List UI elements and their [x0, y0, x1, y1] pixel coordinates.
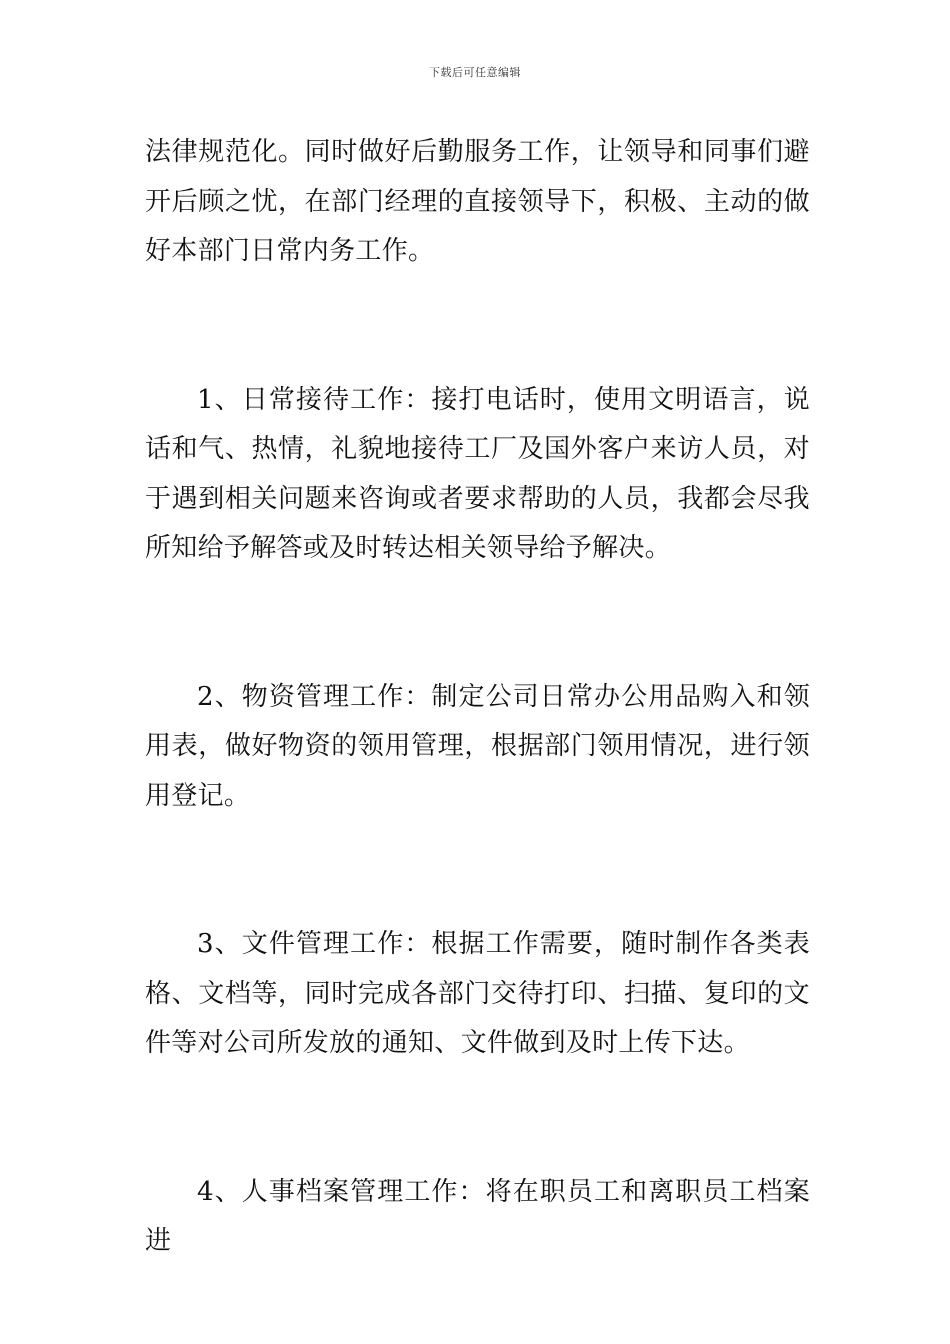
- paragraph-item-3: 3、文件管理工作：根据工作需要，随时制作各类表格、文档等，同时完成各部门交待打印、扫描、复印的文件等对公司所发放的通知、文件做到及时上传下达。: [145, 929, 810, 1058]
- paragraph-spacer: [145, 821, 810, 920]
- paragraph-continuation: 法律规范化。同时做好后勤服务工作，让领导和同事们避开后顾之忧，在部门经理的直接领导下，积极、主动的做好本部门日常内务工作。: [145, 137, 810, 266]
- paragraph-item-2: 2、物资管理工作：制定公司日常办公用品购入和领用表，做好物资的领用管理，根据部门领用情况，进行领用登记。: [145, 681, 810, 811]
- paragraph-spacer: [145, 1069, 810, 1168]
- paragraph-spacer: [145, 574, 810, 673]
- paragraph-item-4: 4、人事档案管理工作：将在职员工和离职员工档案进: [145, 1176, 810, 1256]
- paragraph-item-1: 1、日常接待工作：接打电话时，使用文明语言，说话和气、热情，礼貌地接待工厂及国外客户来访人员，对于遇到相关问题来咨询或者要求帮助的人员，我都会尽我所知给予解答或及时转达相关领导给予解决。: [145, 384, 810, 563]
- page-header: 下载后可任意编辑: [429, 66, 521, 79]
- paragraph-spacer: [145, 277, 810, 376]
- document-body: [145, 128, 810, 1267]
